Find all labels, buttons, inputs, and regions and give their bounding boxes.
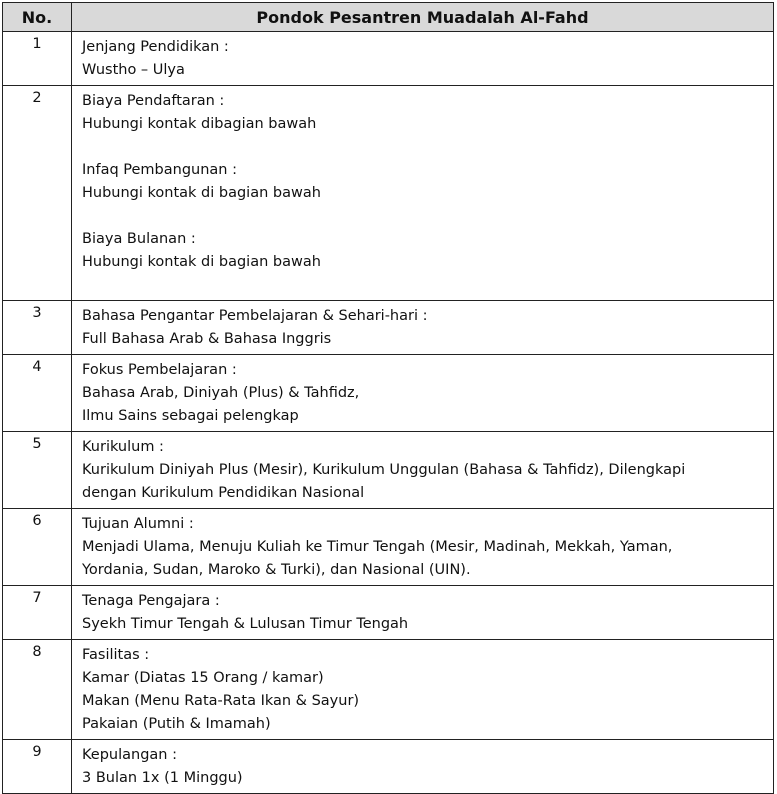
row-heading: Fasilitas : bbox=[82, 647, 150, 663]
row-text: Hubungi kontak dibagian bawah bbox=[82, 116, 317, 132]
row-number: 5 bbox=[3, 432, 72, 509]
table-row bbox=[3, 32, 774, 86]
row-heading: Fokus Pembelajaran : bbox=[82, 362, 237, 378]
row-content bbox=[72, 640, 774, 740]
row-text: Biaya Bulanan : bbox=[82, 231, 196, 247]
row-text: dengan Kurikulum Pendidikan Nasional bbox=[82, 485, 365, 501]
row-text: Hubungi kontak di bagian bawah bbox=[82, 185, 321, 201]
row-text: Menjadi Ulama, Menuju Kuliah ke Timur Tengah (Mesir, Madinah, Mekkah, Yaman, bbox=[82, 539, 673, 555]
row-heading: Kepulangan : bbox=[82, 747, 177, 763]
blank-line bbox=[82, 136, 765, 159]
row-content bbox=[72, 301, 774, 355]
row-number: 7 bbox=[3, 586, 72, 640]
row-heading: Tenaga Pengajara : bbox=[82, 593, 220, 609]
row-number: 2 bbox=[3, 86, 72, 301]
blank-line bbox=[82, 205, 765, 228]
row-text: Kurikulum Diniyah Plus (Mesir), Kurikulum Unggulan (Bahasa & Tahfidz), Dilengkapi bbox=[82, 462, 686, 478]
row-content bbox=[72, 86, 774, 301]
row-number: 3 bbox=[3, 301, 72, 355]
table-row bbox=[3, 740, 774, 794]
row-text: Infaq Pembangunan : bbox=[82, 162, 237, 178]
row-number: 1 bbox=[3, 32, 72, 86]
row-heading: Bahasa Pengantar Pembelajaran & Sehari-hari : bbox=[82, 308, 428, 324]
table-row bbox=[3, 301, 774, 355]
row-content bbox=[72, 432, 774, 509]
row-heading: Biaya Pendaftaran : bbox=[82, 93, 225, 109]
row-text: Kamar (Diatas 15 Orang / kamar) bbox=[82, 670, 324, 686]
blank-line bbox=[82, 274, 765, 297]
row-number: 8 bbox=[3, 640, 72, 740]
table-body bbox=[3, 32, 774, 794]
table-row bbox=[3, 432, 774, 509]
row-text: Syekh Timur Tengah & Lulusan Timur Tengah bbox=[82, 616, 409, 632]
row-content bbox=[72, 355, 774, 432]
row-text: Yordania, Sudan, Maroko & Turki), dan Nasional (UIN). bbox=[82, 562, 471, 578]
row-number: 9 bbox=[3, 740, 72, 794]
row-heading: Tujuan Alumni : bbox=[82, 516, 194, 532]
table-row bbox=[3, 586, 774, 640]
row-content bbox=[72, 509, 774, 586]
header-row bbox=[3, 3, 774, 32]
row-text: 3 Bulan 1x (1 Minggu) bbox=[82, 770, 243, 786]
table-row bbox=[3, 86, 774, 301]
table-row bbox=[3, 355, 774, 432]
header-no: No. bbox=[3, 3, 72, 32]
header-title: Pondok Pesantren Muadalah Al-Fahd bbox=[72, 3, 774, 32]
row-text: Makan (Menu Rata-Rata Ikan & Sayur) bbox=[82, 693, 360, 709]
row-heading: Jenjang Pendidikan : bbox=[82, 39, 229, 55]
table-row bbox=[3, 509, 774, 586]
row-heading: Kurikulum : bbox=[82, 439, 164, 455]
row-text: Wustho – Ulya bbox=[82, 62, 185, 78]
row-text: Hubungi kontak di bagian bawah bbox=[82, 254, 321, 270]
row-number: 6 bbox=[3, 509, 72, 586]
row-content bbox=[72, 586, 774, 640]
info-table bbox=[2, 2, 774, 794]
row-text: Pakaian (Putih & Imamah) bbox=[82, 716, 271, 732]
table-row bbox=[3, 640, 774, 740]
row-text: Full Bahasa Arab & Bahasa Inggris bbox=[82, 331, 332, 347]
row-text: Bahasa Arab, Diniyah (Plus) & Tahfidz, bbox=[82, 385, 360, 401]
row-content bbox=[72, 32, 774, 86]
row-text: Ilmu Sains sebagai pelengkap bbox=[82, 408, 299, 424]
row-number: 4 bbox=[3, 355, 72, 432]
row-content bbox=[72, 740, 774, 794]
